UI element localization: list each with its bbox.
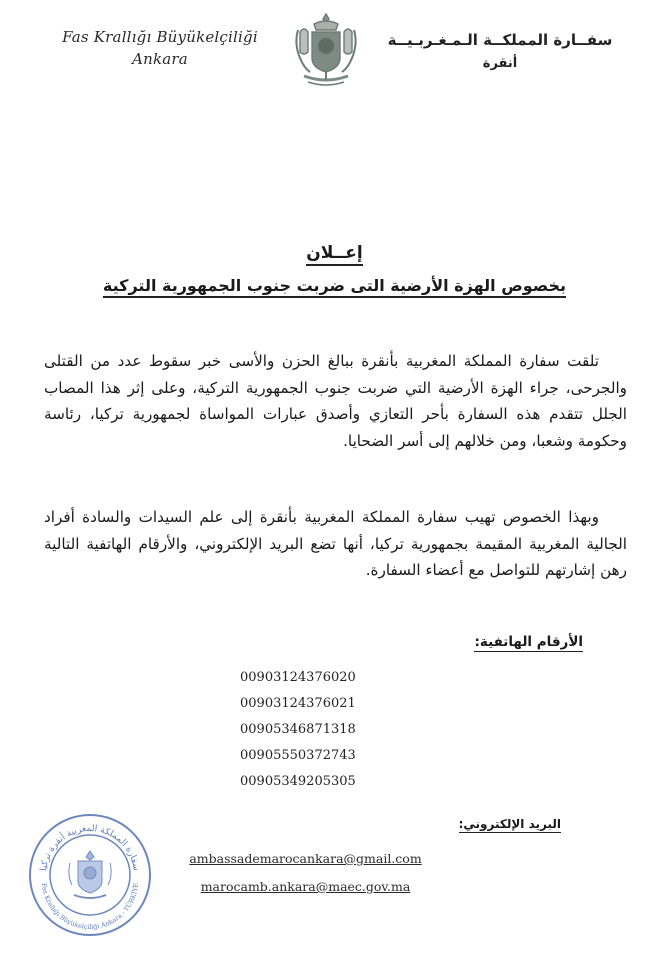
paragraph-condolences xyxy=(44,348,627,454)
arabic-letterhead-line1: سفــارة المملكــة الـمـغـربـيــة xyxy=(387,31,613,49)
phone-number[interactable]: 00905349205305 xyxy=(240,774,356,789)
phone-number[interactable]: 00903124376021 xyxy=(240,696,356,711)
stamp-arabic-text: سفارة المملكة المغربية أنقرة تركيا xyxy=(39,823,141,872)
phone-number[interactable]: 00903124376020 xyxy=(240,670,356,685)
email-link[interactable]: marocamb.ankara@maec.gov.ma xyxy=(200,879,411,894)
phone-list xyxy=(240,665,356,795)
announcement-title-text: إعــلان xyxy=(306,243,362,266)
email-label-text: البريد الإلكتروني: xyxy=(458,817,561,831)
email-link[interactable]: ambassademarocankara@gmail.com xyxy=(189,851,422,866)
phones-label-text: الأرقام الهاتفية: xyxy=(474,634,583,650)
phones-label xyxy=(474,634,583,650)
email-list xyxy=(183,845,428,901)
arabic-letterhead-line2: أنقرة xyxy=(482,56,518,71)
turkish-letterhead xyxy=(40,26,280,70)
announcement-subtitle-text: بخصوص الهزة الأرضية التى ضربت جنوب الجمهورية التركية xyxy=(103,276,566,298)
turkish-letterhead-line1: Fas Krallığı Büyükelçiliği xyxy=(62,28,258,46)
coat-of-arms-icon xyxy=(290,12,362,90)
email-label xyxy=(459,817,561,831)
stamp-crest-icon xyxy=(69,851,111,898)
paragraph-condolences-text: تلقت سفارة المملكة المغربية بأنقرة ببالغ الحزن والأسى خبر سقوط عدد من القتلى والجرحى، جراء الهزة الأرضية التي ضربت جنوب الجمهورية التركية، وعلى إثر هذا المصاب الجلل تتقدم هذه السفارة بأحر التعازي وأصدق عبارات المواساة لجمهورية تركيا، رئاسة وحكومة وشعبا، ومن خلالهم إلى أسر الضحايا. xyxy=(44,352,627,450)
paragraph-contact-notice-text: وبهذا الخصوص تهيب سفارة المملكة المغربية بأنقرة إلى علم السيدات والسادة أفراد الجالية المغربية المقيمة بجمهورية تركيا، أنها تضع البريد الإلكتروني، والأرقام الهاتفية التالية رهن إشارتهم للتواصل مع أعضاء السفارة. xyxy=(44,508,627,579)
phone-number[interactable]: 00905550372743 xyxy=(240,748,356,763)
paragraph-contact-notice xyxy=(44,504,627,584)
stamp-turkish-text: Fas Krallığı Büyükelçiliği Ankara - TÜRKİYE xyxy=(40,882,141,932)
announcement-subtitle xyxy=(0,276,669,295)
arabic-letterhead xyxy=(380,28,620,76)
phone-number[interactable]: 00905346871318 xyxy=(240,722,356,737)
turkish-letterhead-line2: Ankara xyxy=(132,50,188,68)
announcement-title xyxy=(0,243,669,263)
embassy-stamp xyxy=(26,811,154,939)
